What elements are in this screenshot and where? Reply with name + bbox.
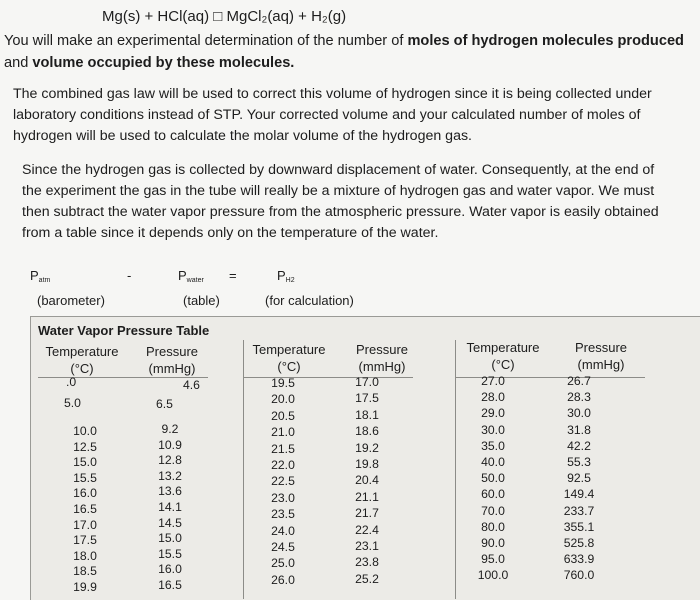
temperature-cell: 23.0	[271, 490, 295, 505]
pressure-cell: 18.1	[355, 407, 379, 422]
pressure-cell: 233.7	[563, 503, 595, 518]
temperature-cell: 18.5	[73, 564, 97, 579]
pressure-column-3	[553, 373, 605, 584]
temperature-column-2	[258, 375, 308, 588]
temperature-cell: 50.0	[481, 471, 505, 486]
temperature-cell: 23.5	[271, 507, 295, 522]
pressure-cell: 19.8	[355, 457, 379, 472]
pressure-cell: 355.1	[563, 519, 595, 534]
cell-temp-5: 5.0	[64, 396, 81, 410]
p-atm-symbol: $P_{atm}$	[30, 268, 51, 284]
pressure-cell: 26.7	[567, 374, 591, 388]
pressure-cell: 17.0	[355, 375, 379, 389]
header-pressure-2: Pressure (mmHg)	[355, 342, 409, 374]
temperature-cell: 16.5	[73, 501, 97, 516]
temperature-cell: 15.5	[73, 470, 97, 485]
table-divider	[243, 340, 244, 599]
pressure-cell: 55.3	[567, 455, 591, 470]
pressure-cell: 12.8	[158, 453, 182, 468]
temperature-cell: 17.5	[73, 533, 97, 548]
temperature-cell: 35.0	[481, 438, 505, 453]
pressure-cell: 92.5	[567, 471, 591, 486]
temperature-cell: 22.5	[271, 474, 295, 489]
reaction-equation: Mg(s) + HCl(aq) □ MgCl₂(aq) + H₂(g)	[102, 8, 347, 25]
calculation-label: (for calculation)	[265, 293, 354, 308]
header-pressure-1: Pressure (mmHg)	[145, 344, 199, 376]
pressure-cell: 10.9	[158, 437, 182, 452]
pressure-cell: 21.7	[355, 506, 379, 521]
temperature-cell: 24.5	[271, 540, 295, 555]
pressure-cell: 22.4	[355, 522, 379, 537]
minus-sign: -	[127, 268, 132, 283]
pressure-cell: 9.2	[161, 422, 179, 436]
table-divider	[455, 340, 456, 599]
temperature-cell: 27.0	[481, 374, 505, 388]
pressure-cell: 25.2	[355, 571, 379, 586]
temperature-cell: 60.0	[481, 487, 505, 502]
temperature-cell: 95.0	[481, 552, 505, 567]
pressure-cell: 30.0	[567, 406, 591, 421]
pressure-cell: 16.5	[158, 577, 182, 592]
pressure-cell: 23.8	[355, 555, 379, 570]
pressure-cell: 42.2	[567, 438, 591, 453]
pressure-cell: 15.0	[158, 531, 182, 546]
paragraph-line: the experiment the gas in the tube will really be a mixture of hydrogen gas and water vapor. We must	[22, 183, 655, 199]
table-label: (table)	[183, 293, 220, 308]
temperature-cell: 80.0	[481, 519, 505, 534]
temperature-column-1	[60, 424, 110, 596]
temperature-cell: 22.0	[271, 458, 295, 473]
temperature-cell: 29.0	[481, 406, 505, 421]
temperature-cell: 90.0	[481, 536, 505, 551]
temperature-column-3	[468, 373, 518, 584]
cell-press-5: 6.5	[156, 397, 173, 411]
header-temperature-2: Temperature (°C)	[252, 342, 326, 374]
header-pressure-3: Pressure (mmHg)	[574, 340, 628, 372]
temperature-cell: 26.0	[271, 572, 295, 587]
pressure-cell: 13.2	[158, 468, 182, 483]
temperature-cell: 10.0	[73, 424, 97, 438]
temperature-cell: 17.0	[73, 517, 97, 532]
paragraph-line: Since the hydrogen gas is collected by downward displacement of water. Consequently, at the end of	[22, 162, 655, 178]
temperature-cell: 100.0	[477, 568, 509, 583]
temperature-cell: 20.5	[271, 408, 295, 423]
temperature-cell: 70.0	[481, 503, 505, 518]
intro-line-1-plain: You will make an experimental determination of the number of	[4, 33, 408, 49]
barometer-label: (barometer)	[37, 293, 105, 308]
pressure-cell: 18.6	[355, 424, 379, 439]
pressure-column-1	[145, 422, 195, 594]
combined-gas-law-paragraph	[13, 84, 652, 147]
pressure-cell: 21.1	[355, 489, 379, 504]
pressure-cell: 28.3	[567, 390, 591, 405]
pressure-column-2	[342, 374, 392, 587]
intro-line-2-plain: and	[4, 55, 33, 71]
temperature-cell: 19.5	[271, 376, 295, 390]
temperature-cell: 21.5	[271, 441, 295, 456]
intro-paragraph	[4, 30, 684, 74]
temperature-cell: 16.0	[73, 486, 97, 501]
temperature-cell: 21.0	[271, 425, 295, 440]
paragraph-line: then subtract the water vapor pressure from the atmospheric pressure. Water vapor is easily obtained	[22, 204, 659, 220]
cell-press-0: 4.6	[183, 378, 200, 392]
temperature-cell: 20.0	[271, 392, 295, 407]
pressure-cell: 20.4	[355, 473, 379, 488]
pressure-cell: 633.9	[563, 552, 595, 567]
temperature-cell: 40.0	[481, 455, 505, 470]
pressure-cell: 17.5	[355, 391, 379, 406]
intro-line-1-bold: moles of hydrogen molecules produced	[407, 33, 684, 49]
pressure-cell: 14.5	[158, 515, 182, 530]
pressure-cell: 23.1	[355, 539, 379, 554]
intro-line-2	[4, 52, 684, 74]
temperature-cell: 28.0	[481, 390, 505, 405]
pressure-cell: 15.5	[158, 546, 182, 561]
paragraph-line: laboratory conditions instead of STP. Your corrected volume and your calculated number of moles of	[13, 107, 641, 123]
pressure-cell: 149.4	[563, 487, 595, 502]
pressure-cell: 525.8	[563, 536, 595, 551]
table-title: Water Vapor Pressure Table	[38, 323, 210, 338]
temperature-cell: 12.5	[73, 439, 97, 454]
paragraph-line: The combined gas law will be used to correct this volume of hydrogen since it is being collected under	[13, 86, 652, 102]
temperature-cell: 25.0	[271, 556, 295, 571]
p-h2-symbol: $P_{H2}$	[277, 268, 295, 284]
temperature-cell: 18.0	[73, 548, 97, 563]
pressure-cell: 13.6	[158, 484, 182, 499]
pressure-cell: 14.1	[158, 499, 182, 514]
header-temperature-3: Temperature (°C)	[466, 340, 540, 372]
temperature-cell: 24.0	[271, 523, 295, 538]
pressure-cell: 19.2	[355, 440, 379, 455]
p-water-symbol: $P_{water}$	[178, 268, 204, 284]
pressure-cell: 16.0	[158, 562, 182, 577]
header-temperature-1: Temperature (°C)	[45, 344, 119, 376]
water-vapor-paragraph	[22, 160, 659, 244]
pressure-cell: 31.8	[567, 422, 591, 437]
paragraph-line: from a table since it depends only on the temperature of the water.	[22, 225, 439, 241]
pressure-cell: 760.0	[563, 568, 595, 583]
temperature-cell: 19.9	[73, 579, 97, 594]
temperature-cell: 30.0	[481, 422, 505, 437]
intro-line-2-bold: volume occupied by these molecules.	[32, 55, 295, 71]
paragraph-line: hydrogen will be used to calculate the molar volume of the hydrogen gas.	[13, 128, 473, 144]
intro-line-1	[4, 30, 684, 52]
equals-sign: =	[229, 268, 237, 283]
cell-temp-0: .0	[66, 375, 77, 389]
temperature-cell: 15.0	[73, 455, 97, 470]
